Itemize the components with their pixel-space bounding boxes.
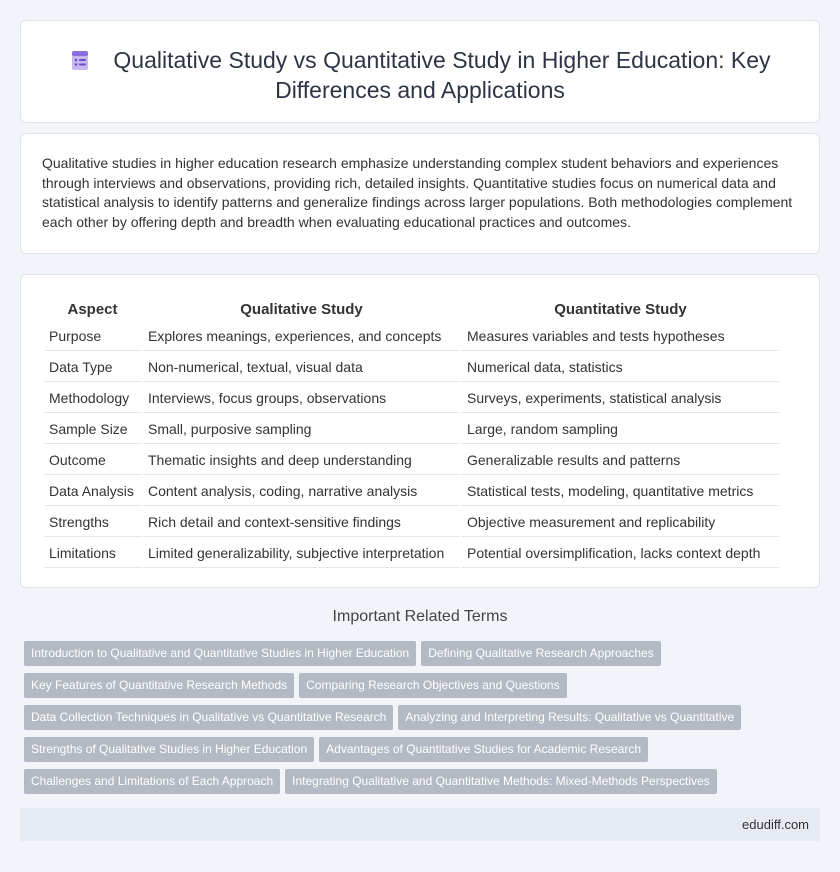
row-qualitative: Limited generalizability, subjective interpretation	[143, 539, 460, 568]
row-aspect: Data Type	[44, 353, 141, 382]
header-qualitative: Qualitative Study	[240, 300, 363, 318]
row-aspect: Methodology	[44, 384, 141, 413]
table-row	[44, 446, 779, 475]
table-row	[44, 322, 779, 351]
row-qualitative: Explores meanings, experiences, and concepts	[143, 322, 460, 351]
related-term-link[interactable]: Integrating Qualitative and Quantitative Methods: Mixed-Methods Perspectives	[285, 769, 717, 794]
row-quantitative: Large, random sampling	[462, 415, 779, 444]
related-terms-section	[20, 608, 820, 788]
header-quantitative: Quantitative Study	[554, 300, 687, 318]
tag-row	[24, 737, 820, 769]
related-term-link[interactable]: Defining Qualitative Research Approaches	[421, 641, 660, 666]
related-term-link[interactable]: Advantages of Quantitative Studies for Academic Research	[319, 737, 648, 762]
related-terms-tags	[24, 641, 820, 801]
table-header-row	[44, 298, 779, 320]
row-quantitative: Statistical tests, modeling, quantitative metrics	[462, 477, 779, 506]
table-row	[44, 477, 779, 506]
related-term-link[interactable]: Data Collection Techniques in Qualitative vs Quantitative Research	[24, 705, 393, 730]
row-aspect: Data Analysis	[44, 477, 141, 506]
document-list-icon	[69, 49, 91, 71]
row-quantitative: Numerical data, statistics	[462, 353, 779, 382]
table-row	[44, 384, 779, 413]
table-row	[44, 353, 779, 382]
row-aspect: Limitations	[44, 539, 141, 568]
row-qualitative: Non-numerical, textual, visual data	[143, 353, 460, 382]
related-term-link[interactable]: Strengths of Qualitative Studies in Higher Education	[24, 737, 314, 762]
row-quantitative: Objective measurement and replicability	[462, 508, 779, 537]
tag-row	[24, 705, 820, 737]
title-card	[20, 20, 820, 123]
tag-row	[24, 769, 820, 801]
header-aspect: Aspect	[67, 300, 118, 318]
row-quantitative: Potential oversimplification, lacks context depth	[462, 539, 779, 568]
row-aspect: Sample Size	[44, 415, 141, 444]
table-row	[44, 539, 779, 568]
related-terms-heading: Important Related Terms	[332, 608, 508, 625]
related-term-link[interactable]: Key Features of Quantitative Research Methods	[24, 673, 294, 698]
related-term-link[interactable]: Challenges and Limitations of Each Approach	[24, 769, 280, 794]
comparison-table	[42, 296, 781, 570]
tag-row	[24, 673, 820, 705]
row-qualitative: Thematic insights and deep understanding	[143, 446, 460, 475]
related-term-link[interactable]: Comparing Research Objectives and Questions	[299, 673, 566, 698]
row-quantitative: Measures variables and tests hypotheses	[462, 322, 779, 351]
row-qualitative: Small, purposive sampling	[143, 415, 460, 444]
row-quantitative: Generalizable results and patterns	[462, 446, 779, 475]
title-wrap	[21, 45, 819, 105]
row-quantitative: Surveys, experiments, statistical analysis	[462, 384, 779, 413]
footer-site-link[interactable]: edudiff.com	[742, 817, 809, 832]
row-aspect: Strengths	[44, 508, 141, 537]
footer	[20, 808, 820, 841]
row-qualitative: Rich detail and context-sensitive findings	[143, 508, 460, 537]
table-row	[44, 415, 779, 444]
tag-row	[24, 641, 820, 673]
intro-card	[20, 133, 820, 254]
row-qualitative: Content analysis, coding, narrative analysis	[143, 477, 460, 506]
row-aspect: Outcome	[44, 446, 141, 475]
intro-paragraph: Qualitative studies in higher education research emphasize understanding complex student behaviors and experiences through interviews and observations, providing rich, detailed insights. Quantitative studies focus on numerical data and statistical analysis to identify patterns and generalize findings across larger populations. Both methodologies complement each other by offering depth and breadth when evaluating educational practices and outcomes.	[42, 155, 793, 230]
page-title: Qualitative Study vs Quantitative Study in Higher Education: Key Differences and Applications	[113, 47, 771, 103]
related-term-link[interactable]: Analyzing and Interpreting Results: Qualitative vs Quantitative	[398, 705, 741, 730]
related-term-link[interactable]: Introduction to Qualitative and Quantitative Studies in Higher Education	[24, 641, 416, 666]
table-row	[44, 508, 779, 537]
table-card	[20, 274, 820, 588]
row-aspect: Purpose	[44, 322, 141, 351]
row-qualitative: Interviews, focus groups, observations	[143, 384, 460, 413]
